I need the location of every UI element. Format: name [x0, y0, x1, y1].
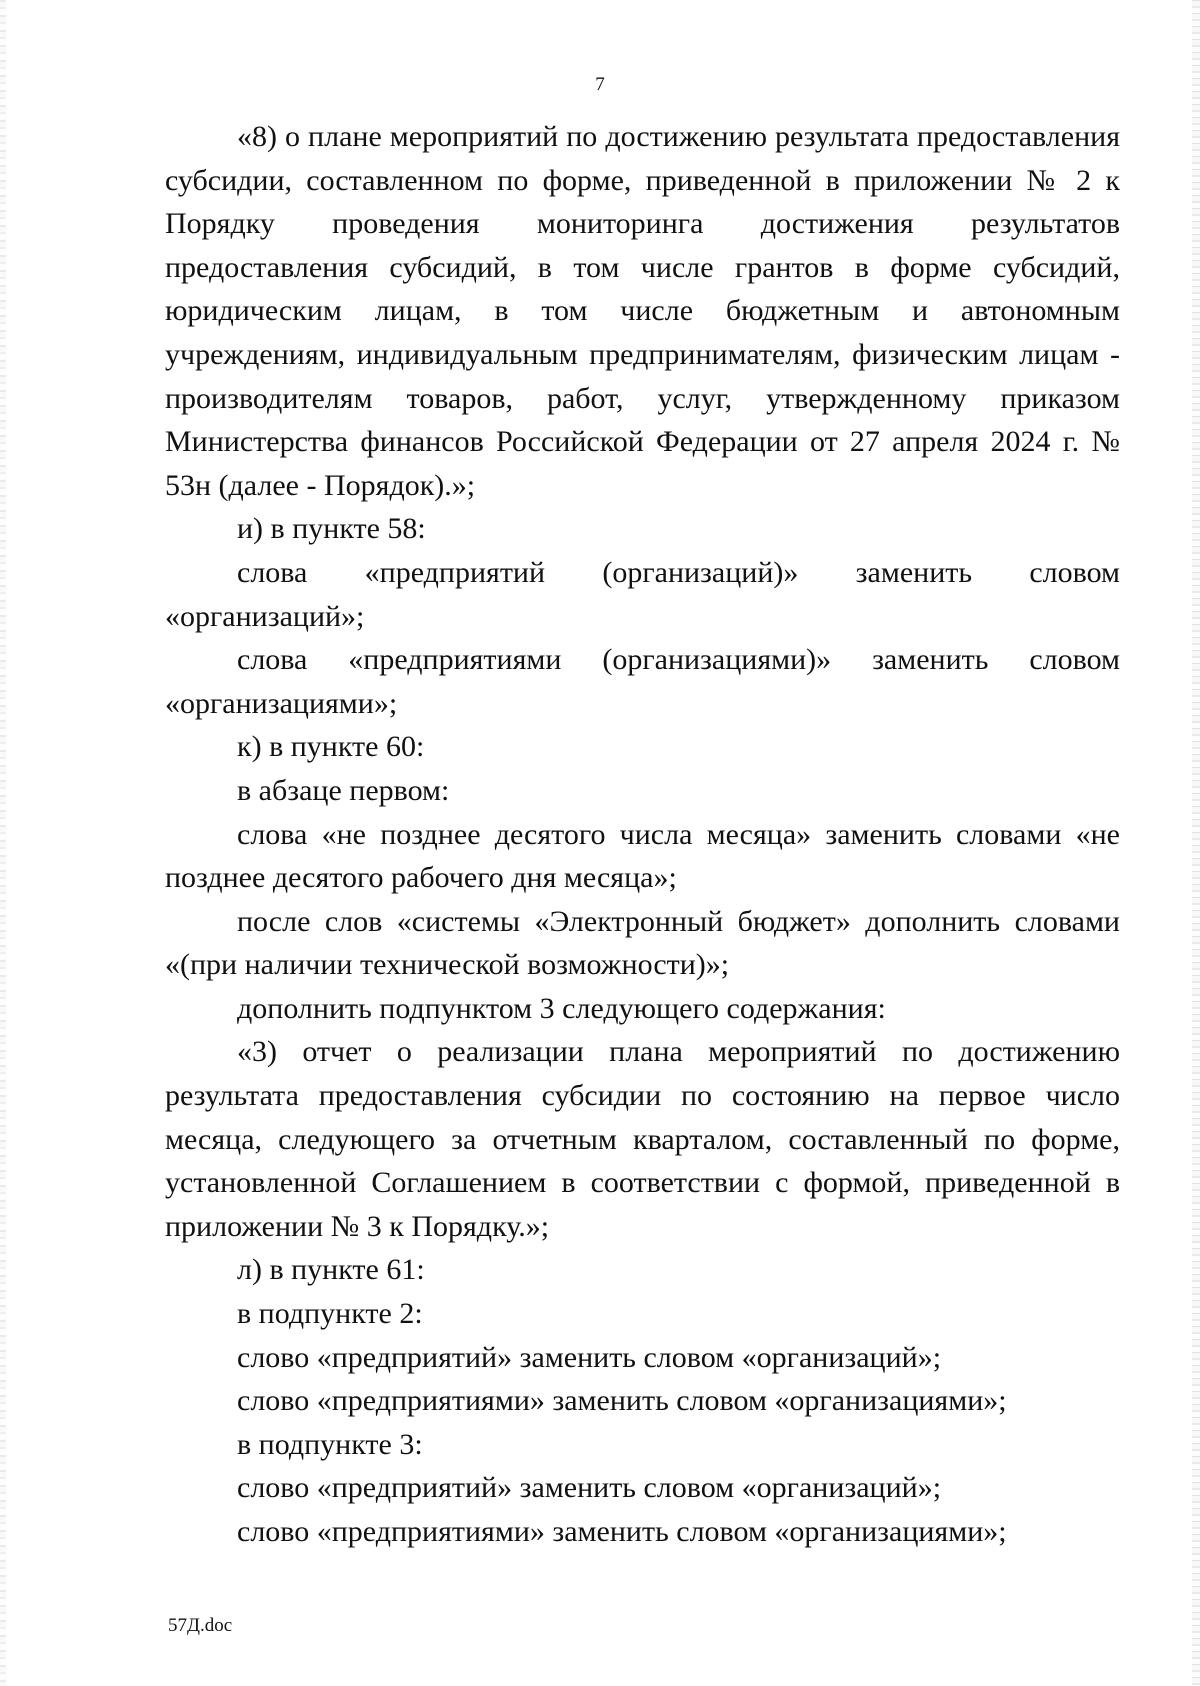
paragraph: слова «предприятий (организаций)» заменить словом «организаций»; — [165, 555, 1120, 633]
paragraph: «3) отчет о реализации плана мероприятий по достижению результата предоставления субсидии по состоянию на первое число месяца, следующего за отчетным кварталом, составленный по форме, установленной Соглашением в соответствии с формой, приведенной в приложении № 3 к Порядку.»; — [165, 1035, 1120, 1243]
paragraph: слово «предприятиями» заменить словом «организациями»; — [237, 1384, 1007, 1418]
paragraph: слово «предприятий» заменить словом «организаций»; — [237, 1471, 942, 1505]
paragraph: л) в пункте 61: — [237, 1253, 425, 1287]
paragraph: в подпункте 2: — [237, 1297, 423, 1331]
paragraph: и) в пункте 58: — [237, 512, 426, 546]
document-body — [165, 115, 1120, 1554]
paragraph: слова «предприятиями (организациями)» заменить словом «организациями»; — [165, 643, 1120, 720]
paragraph: в абзаце первом: — [237, 773, 450, 807]
paragraph: слова «не позднее десятого числа месяца» заменить словами «не позднее десятого рабочего дня месяца»; — [165, 817, 1120, 895]
paragraph: слово «предприятиями» заменить словом «организациями»; — [237, 1515, 1007, 1548]
paragraph: слово «предприятий» заменить словом «организаций»; — [237, 1340, 942, 1374]
paragraph: после слов «системы «Электронный бюджет» дополнить словами «(при наличии технической возможности)»; — [165, 904, 1120, 982]
scan-edge-right — [1192, 0, 1200, 1686]
paragraph: «8) о плане мероприятий по достижению результата предоставления субсидии, составленном по форме, приведенной в приложении № 2 к Порядку проведения мониторинга достижения результатов предоставления субсидий, в том числе грантов в форме субсидий, юридическим лицам, в том числе бюджетным и автономным учреждениям, индивидуальным предпринимателям, физическим лицам - производителям товаров, работ, услуг, утвержденному приказом Министерства финансов Российской Федерации от 27 апреля 2024 г. № 53н (далее - Порядок).»; — [165, 120, 1120, 502]
paragraph: в подпункте 3: — [237, 1427, 423, 1461]
footer-filename: 57Д.doc — [168, 1615, 233, 1636]
paragraph: дополнить подпунктом 3 следующего содержания: — [237, 991, 886, 1025]
scan-edge-left — [0, 0, 6, 1686]
paragraph: к) в пункте 60: — [237, 730, 425, 764]
page-number: 7 — [595, 74, 605, 95]
